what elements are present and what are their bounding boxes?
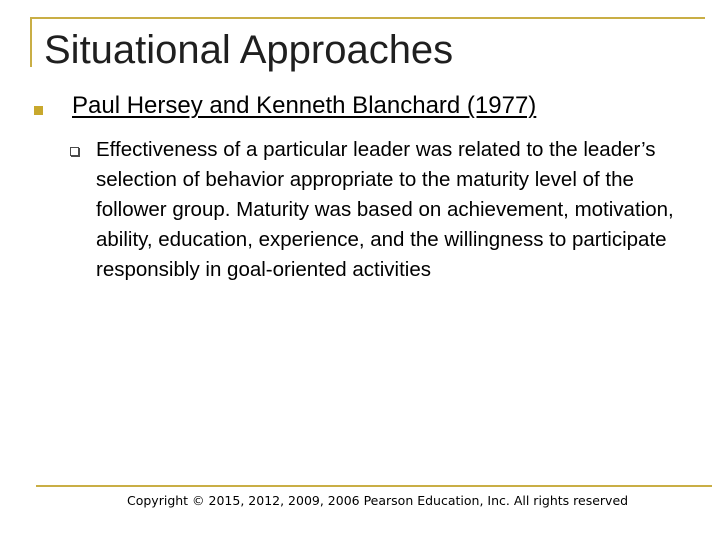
title-top-border-line (30, 17, 705, 19)
footer-copyright: Copyright © 2015, 2012, 2009, 2006 Pearson Education, Inc. All rights reserved (127, 493, 629, 508)
bullet-level2-text: Effectiveness of a particular leader was related to the leader’s selection of behavior appropriate to the maturity level of the follower group. Maturity was based on achievement, motivation, ability, education, experience, and the willingness to participate responsibly in goal-oriented activities (96, 138, 674, 281)
slide-title: Situational Approaches (44, 28, 454, 72)
bullet-level1-text: Paul Hersey and Kenneth Blanchard (1977) (72, 92, 537, 119)
hollow-square-bullet-icon (70, 147, 79, 156)
title-left-border-line (30, 17, 32, 67)
footer-divider-left (36, 485, 92, 487)
footer-divider (92, 485, 712, 487)
square-bullet-icon (34, 106, 43, 115)
